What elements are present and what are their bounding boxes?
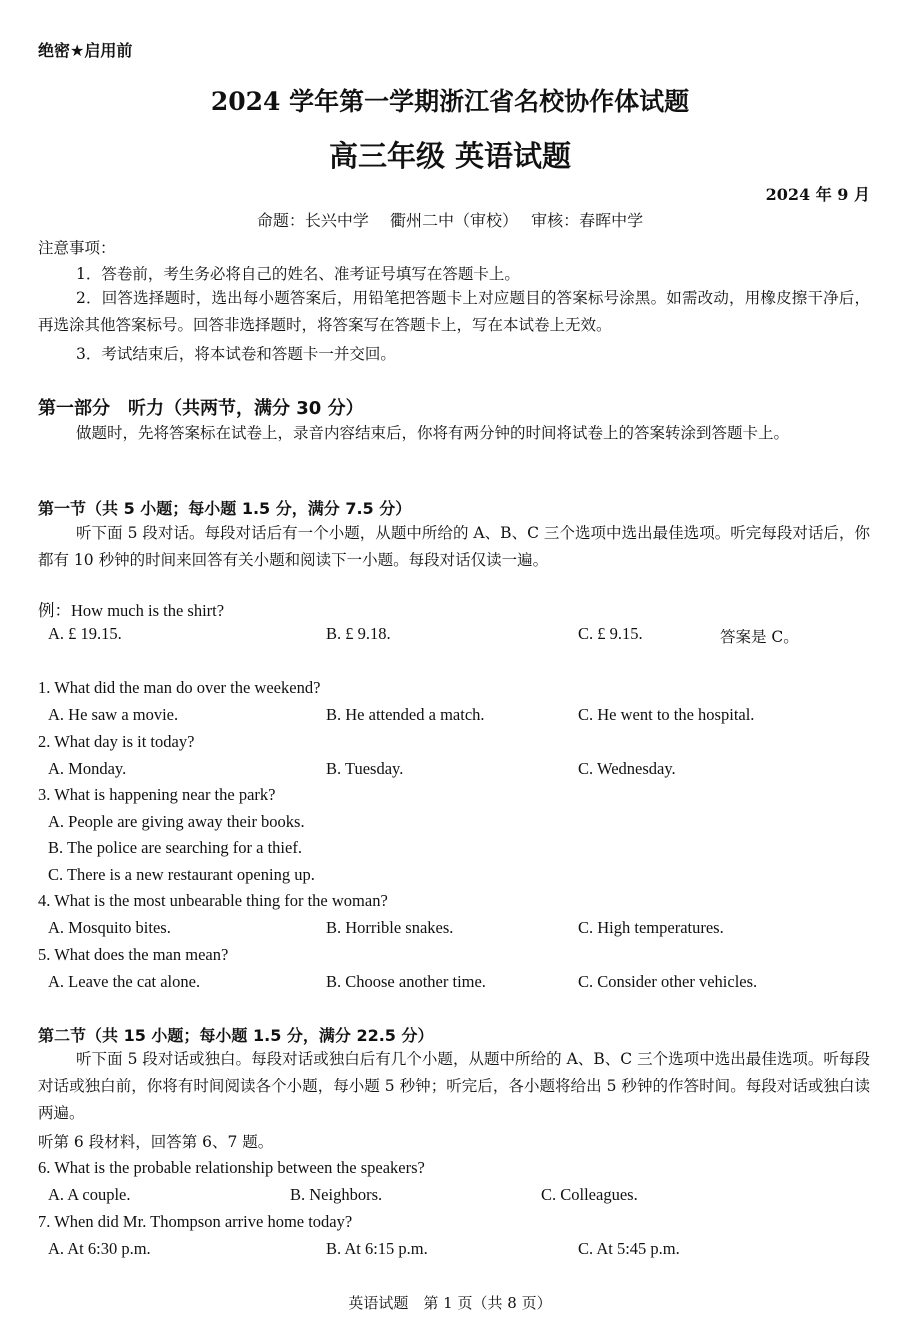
page-footer: 英语试题 第 1 页（共 8 页） <box>348 1294 552 1312</box>
example-option-b: B. £ 9.18. <box>326 624 391 643</box>
confidential-label: 绝密★启用前 <box>38 41 133 60</box>
part1-intro <box>38 420 870 447</box>
option-c: C. At 5:45 p.m. <box>578 1239 680 1258</box>
example-option-c: C. £ 9.15. <box>578 624 643 643</box>
question: 7. When did Mr. Thompson arrive home today? <box>38 1212 353 1231</box>
question: 2. What day is it today? <box>38 732 195 751</box>
option-b: B. Neighbors. <box>290 1185 383 1204</box>
section2-intro <box>38 1046 870 1127</box>
option-b: B. He attended a match. <box>326 705 485 724</box>
question: 3. What is happening near the park? <box>38 785 276 804</box>
question: 5. What does the man mean? <box>38 945 229 964</box>
example-question: 例：How much is the shirt? <box>38 601 225 620</box>
option-c: C. Wednesday. <box>578 759 676 778</box>
question: 6. What is the probable relationship between the speakers? <box>38 1158 425 1177</box>
question: 4. What is the most unbearable thing for the woman? <box>38 891 388 910</box>
option-c: C. High temperatures. <box>578 918 724 937</box>
exam-subtitle: 高三年级 英语试题 <box>328 139 572 173</box>
note-item: 3．考试结束后，将本试卷和答题卡一并交回。 <box>76 345 396 363</box>
section1-intro <box>38 520 870 574</box>
option-a: A. A couple. <box>48 1185 131 1204</box>
note-item: 1．答卷前，考生务必将自己的姓名、准考证号填写在答题卡上。 <box>76 265 520 283</box>
option-c: C. He went to the hospital. <box>578 705 755 724</box>
option-c: C. There is a new restaurant opening up. <box>48 865 315 884</box>
section2-intro-text: 听下面 5 段对话或独白。每段对话或独白后有几个小题，从题中所给的 A、B、C 三个选项中选出最佳选项。听每段对话或独白前，你将有时间阅读各个小题，每小题 5 秒钟；听完后，各小题将给出 5 秒钟的作答时间。每段对话或独白读两遍。 <box>38 1050 870 1122</box>
part1-intro-text: 做题时，先将答案标在试卷上，录音内容结束后，你将有两分钟的时间将试卷上的答案转涂到答题卡上。 <box>76 424 790 442</box>
option-a: A. Mosquito bites. <box>48 918 171 937</box>
example-answer: 答案是 C。 <box>720 628 799 646</box>
section2-heading: 第二节（共 15 小题；每小题 1.5 分，满分 22.5 分） <box>38 1026 434 1045</box>
option-b: B. Choose another time. <box>326 972 486 991</box>
note-item-text: 2．回答选择题时，选出每小题答案后，用铅笔把答题卡上对应题目的答案标号涂黑。如需改动，用橡皮擦干净后，再选涂其他答案标号。回答非选择题时，将答案写在答题卡上，写在本试卷上无效。 <box>38 289 870 334</box>
example-option-a: A. £ 19.15. <box>48 624 122 643</box>
option-a: A. Monday. <box>48 759 127 778</box>
exam-authors: 命题：长兴中学 衢州二中（审校） 审核：春晖中学 <box>256 211 644 230</box>
option-b: B. The police are searching for a thief. <box>48 838 302 857</box>
exam-title: 2024 学年第一学期浙江省名校协作体试题 <box>210 87 690 116</box>
option-b: B. Horrible snakes. <box>326 918 454 937</box>
option-b: B. Tuesday. <box>326 759 404 778</box>
option-a: A. Leave the cat alone. <box>48 972 201 991</box>
question: 1. What did the man do over the weekend? <box>38 678 321 697</box>
section1-intro-text: 听下面 5 段对话。每段对话后有一个小题，从题中所给的 A、B、C 三个选项中选出最佳选项。听完每段对话后，你都有 10 秒钟的时间来回答有关小题和阅读下一小题。每段对话仅读一遍。 <box>38 524 870 569</box>
option-a: A. He saw a movie. <box>48 705 179 724</box>
option-b: B. At 6:15 p.m. <box>326 1239 428 1258</box>
notes-heading: 注意事项： <box>38 239 116 257</box>
part1-heading: 第一部分 听力（共两节，满分 30 分） <box>38 398 364 419</box>
option-a: A. People are giving away their books. <box>48 812 305 831</box>
option-c: C. Colleagues. <box>541 1185 638 1204</box>
material-instruction: 听第 6 段材料，回答第 6、7 题。 <box>38 1133 274 1151</box>
exam-date: 2024 年 9 月 <box>765 185 870 204</box>
note-item <box>38 285 870 339</box>
section1-heading: 第一节（共 5 小题；每小题 1.5 分，满分 7.5 分） <box>38 499 412 518</box>
option-a: A. At 6:30 p.m. <box>48 1239 151 1258</box>
option-c: C. Consider other vehicles. <box>578 972 758 991</box>
